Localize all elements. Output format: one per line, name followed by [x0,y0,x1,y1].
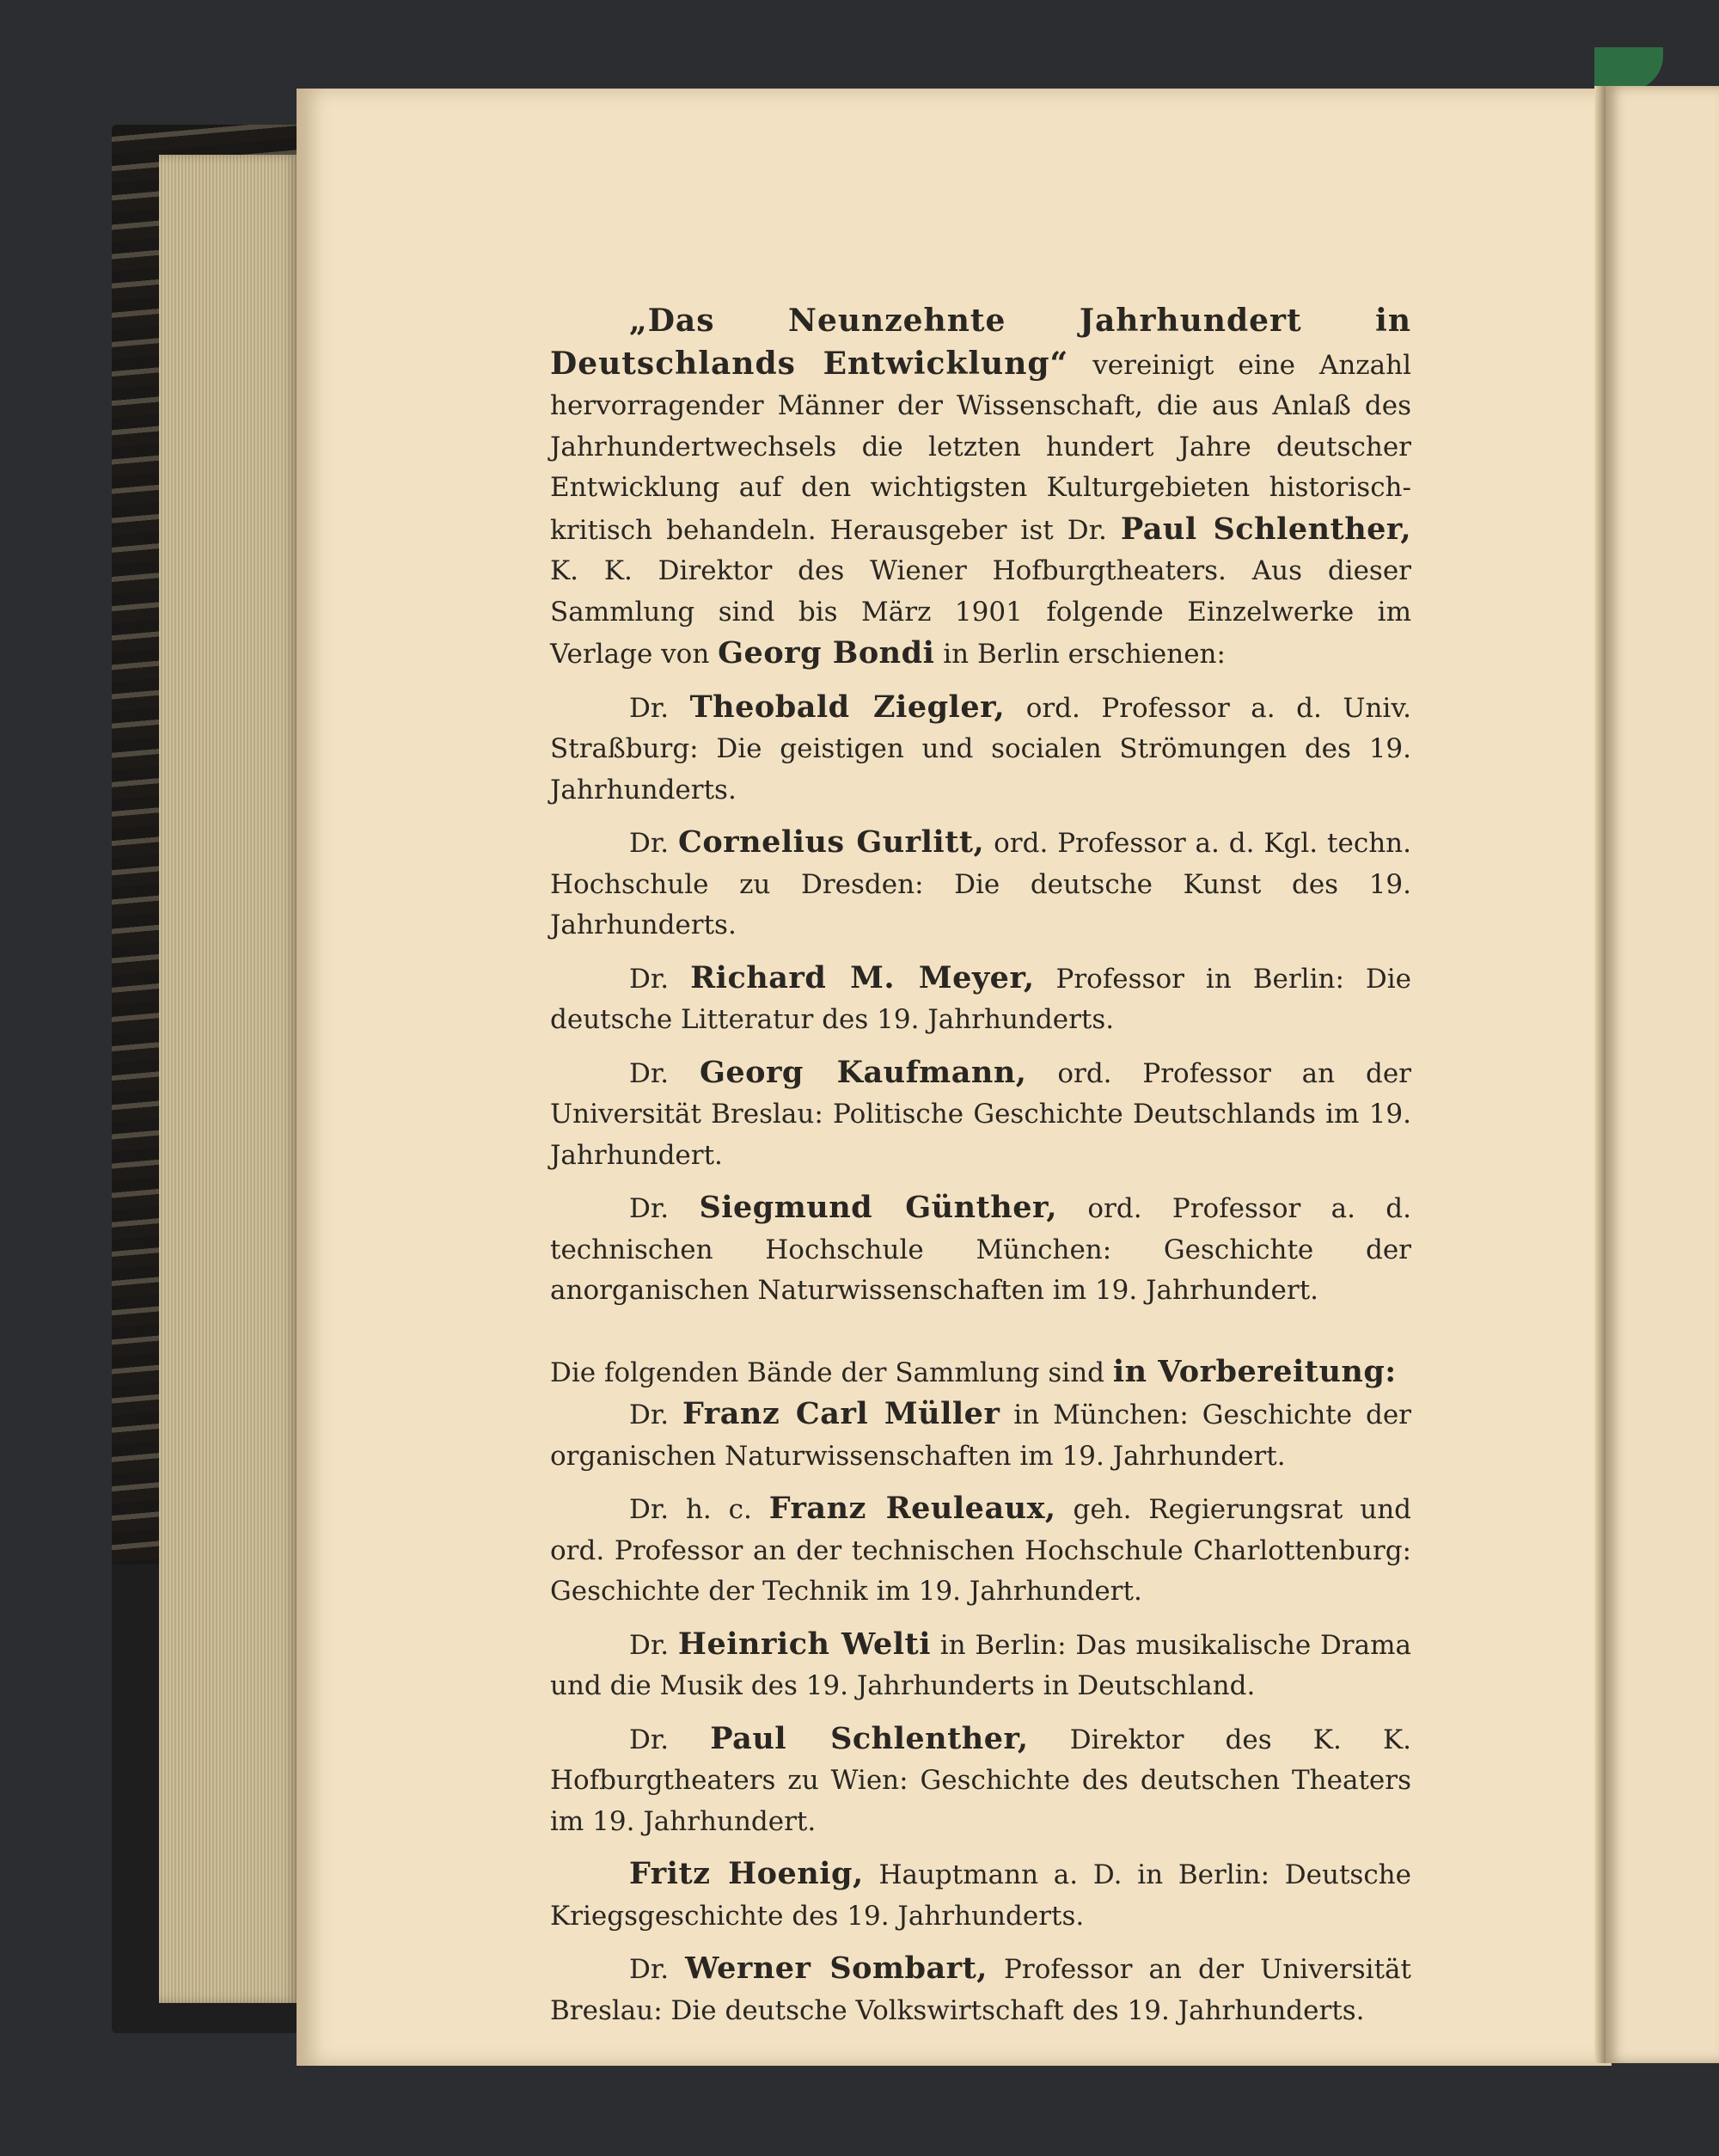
author-name: Theobald Ziegler, [689,689,1006,725]
author-name: Richard M. Meyer, [690,959,1035,995]
list-item: Dr. Theobald Ziegler, ord. Professor a. d. Univ. Straßburg: Die geistigen und socialen Strömungen des 19. Jahrhunderts. [550,689,1412,805]
author-name: Georg Kaufmann, [699,1054,1027,1090]
preparation-list [550,1393,1411,2031]
editor-name: Paul Schlenther, [1120,511,1412,547]
list-item: Dr. Cornelius Gurlitt, ord. Professor a. d. Kgl. techn. Hochschule zu Dresden: Die deutsche Kunst des 19. Jahrhunderts. [550,824,1411,940]
list-item: Dr. Georg Kaufmann, ord. Professor an der Universität Breslau: Politische Geschichte Deutschlands im 19. Jahrhundert. [550,1054,1411,1171]
list-item: Fritz Hoenig, Hauptmann a. D. in Berlin: Deutsche Kriegsgeschichte des 19. Jahrhunderts. [550,1856,1411,1932]
author-name: Paul Schlenther, [710,1720,1029,1756]
list-item: Dr. Werner Sombart, Professor an der Universität Breslau: Die deutsche Volkswirtschaft des 19. Jahrhunderts. [550,1951,1411,2026]
author-name: Franz Reuleaux, [768,1491,1056,1526]
published-list [550,687,1411,1312]
author-name: Werner Sombart, [685,1951,988,1986]
series-title: „Das Neunzehnte Jahrhundert in Deutschlands Entwicklung“ [550,303,1411,382]
author-name: Heinrich Welti [677,1626,932,1662]
page-text [550,301,1411,2031]
bookmark-ribbon [1594,47,1663,90]
preparation-heading: Die folgenden Bände der Sammlung sind in Vorbereitung: [550,1353,1397,1389]
right-page-edge [1606,86,1719,2063]
author-name: Cornelius Gurlitt, [678,824,985,860]
list-item: Dr. Heinrich Welti in Berlin: Das musikalische Drama und die Musik des 19. Jahrhunderts in Deutschland. [550,1626,1411,1701]
intro-paragraph: „Das Neunzehnte Jahrhundert in Deutschlands Entwicklung“ vereinigt eine Anzahl hervorragender Männer der Wissenschaft, die aus Anlaß des Jahrhundertwechsels die letzten hundert Jahre deutscher Entwicklung auf den wichtigsten Kulturgebieten historisch-kritisch behandeln. Herausgeber ist Dr. Paul Schlenther, K. K. Direktor des Wiener Hofburgtheaters. Aus dieser Sammlung sind bis März 1901 folgende Einzelwerke im Verlage von Georg Bondi in Berlin erschienen: [550,303,1412,671]
list-item: Dr. h. c. Franz Reuleaux, geh. Regierungsrat und ord. Professor an der technischen Hochschule Charlottenburg: Geschichte der Technik im 19. Jahrhundert. [550,1491,1412,1607]
page-edges [159,155,301,2003]
list-item: Dr. Siegmund Günther, ord. Professor a. d. technischen Hochschule München: Geschichte der anorganischen Naturwissenschaften im 19. Jahrhundert. [550,1190,1411,1306]
publisher-name: Georg Bondi [718,635,935,671]
author-name: Fritz Hoenig, [629,1856,864,1891]
author-name: Franz Carl Müller [682,1396,1000,1431]
list-item: Dr. Paul Schlenther, Direktor des K. K. Hofburgtheaters zu Wien: Geschichte des deutschen Theaters im 19. Jahrhundert. [550,1720,1411,1837]
author-name: Siegmund Günther, [699,1190,1058,1225]
list-item: Dr. Franz Carl Müller in München: Geschichte der organischen Naturwissenschaften im 19. Jahrhundert. [550,1396,1411,1472]
list-item: Dr. Richard M. Meyer, Professor in Berlin: Die deutsche Litteratur des 19. Jahrhunderts. [550,959,1411,1035]
